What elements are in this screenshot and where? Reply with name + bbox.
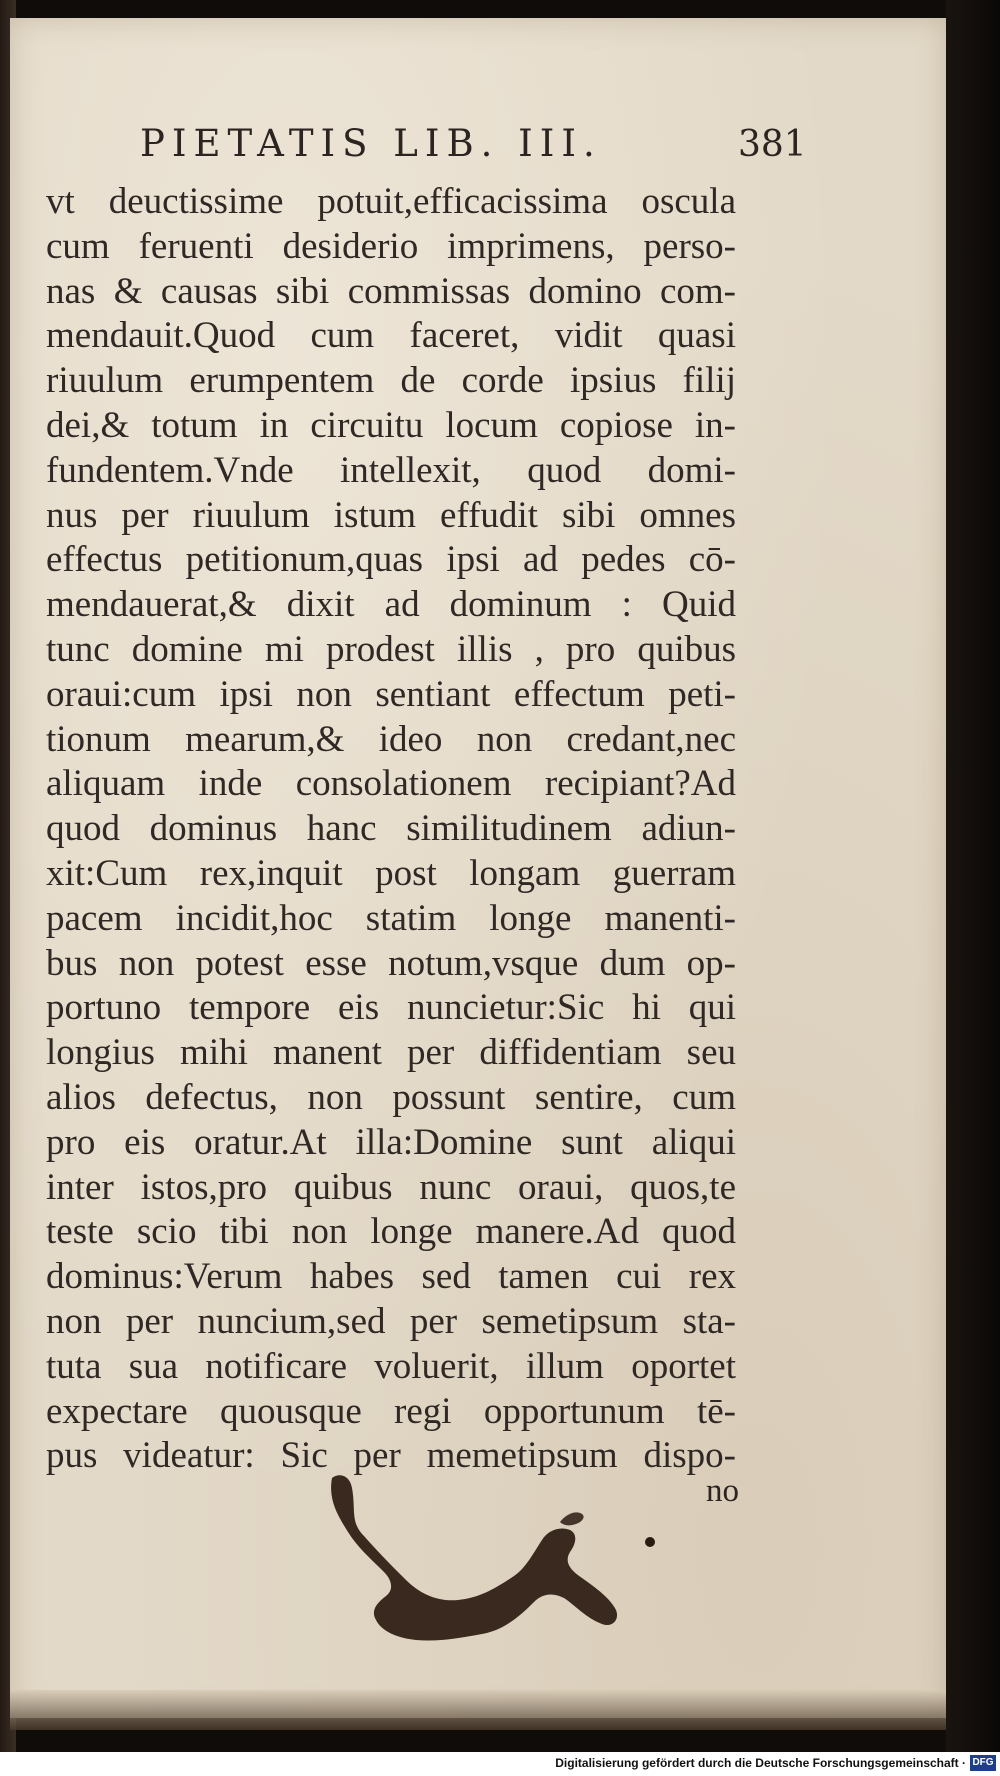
text-line: dei,& totum in circuitu locum copiose in- xyxy=(46,404,736,446)
text-line: mendauerat,& dixit ad dominum : Quid xyxy=(46,584,736,626)
text-line: portuno tempore eis nuncietur:Sic hi qui xyxy=(46,987,736,1029)
text-line: cum feruenti desiderio imprimens, perso- xyxy=(46,225,736,267)
text-line: non per nuncium,sed per semetipsum sta- xyxy=(46,1300,736,1342)
running-head: PIETATIS LIB. III. xyxy=(140,122,602,165)
text-line: nas & causas sibi commissas domino com- xyxy=(46,270,736,312)
page-bottom-edge xyxy=(10,1690,946,1730)
text-line: riuulum erumpentem de corde ipsius filij xyxy=(46,360,736,402)
body-text xyxy=(46,180,736,1479)
text-line: teste scio tibi non longe manere.Ad quod xyxy=(46,1211,736,1253)
ink-blot-stain xyxy=(560,1512,584,1525)
text-line: mendauit.Quod cum faceret, vidit quasi xyxy=(46,315,736,357)
text-line: tunc domine mi prodest illis , pro quibus xyxy=(46,628,736,670)
text-line: longius mihi manent per diffidentiam seu xyxy=(46,1032,736,1074)
text-line: xit:Cum rex,inquit post longam guerram xyxy=(46,852,736,894)
funding-credit: Digitalisierung gefördert durch die Deutsche Forschungsgemeinschaft · xyxy=(555,1756,966,1770)
text-line: vt deuctissime potuit,efficacissima oscula xyxy=(46,181,736,222)
text-line: pus videatur: Sic per memetipsum dispo- xyxy=(46,1435,736,1477)
text-line: pro eis oratur.At illa:Domine sunt aliqui xyxy=(46,1121,736,1163)
page-number: 381 xyxy=(738,124,807,165)
text-line: quod dominus hanc similitudinem adiun- xyxy=(46,808,736,850)
ink-dot xyxy=(645,1537,655,1547)
ink-blot xyxy=(320,1470,670,1650)
text-line: tuta sua notificare voluerit, illum oportet xyxy=(46,1345,736,1387)
text-line: tionum mearum,& ideo non credant,nec xyxy=(46,718,736,760)
text-line: dominus:Verum habes sed tamen cui rex xyxy=(46,1256,736,1298)
text-line: nus per riuulum istum effudit sibi omnes xyxy=(46,494,736,536)
ink-blot-stain xyxy=(331,1475,617,1640)
text-line: pacem incidit,hoc statim longe manenti- xyxy=(46,897,736,939)
text-line: effectus petitionum,quas ipsi ad pedes cō- xyxy=(46,539,736,581)
text-line: oraui:cum ipsi non sentiant effectum peti- xyxy=(46,673,736,715)
catchword: no xyxy=(706,1473,739,1509)
text-line: bus non potest esse notum,vsque dum op- xyxy=(46,942,736,984)
text-line: inter istos,pro quibus nunc oraui, quos,te xyxy=(46,1166,736,1208)
text-line: alios defectus, non possunt sentire, cum xyxy=(46,1076,736,1118)
book-cover-right xyxy=(946,0,1000,1776)
dfg-logo: DFG xyxy=(970,1755,996,1771)
text-line: aliquam inde consolationem recipiant?Ad xyxy=(46,763,736,805)
text-line: expectare quousque regi opportunum tē- xyxy=(46,1390,736,1432)
text-line: fundentem.Vnde intellexit, quod domi- xyxy=(46,449,736,491)
